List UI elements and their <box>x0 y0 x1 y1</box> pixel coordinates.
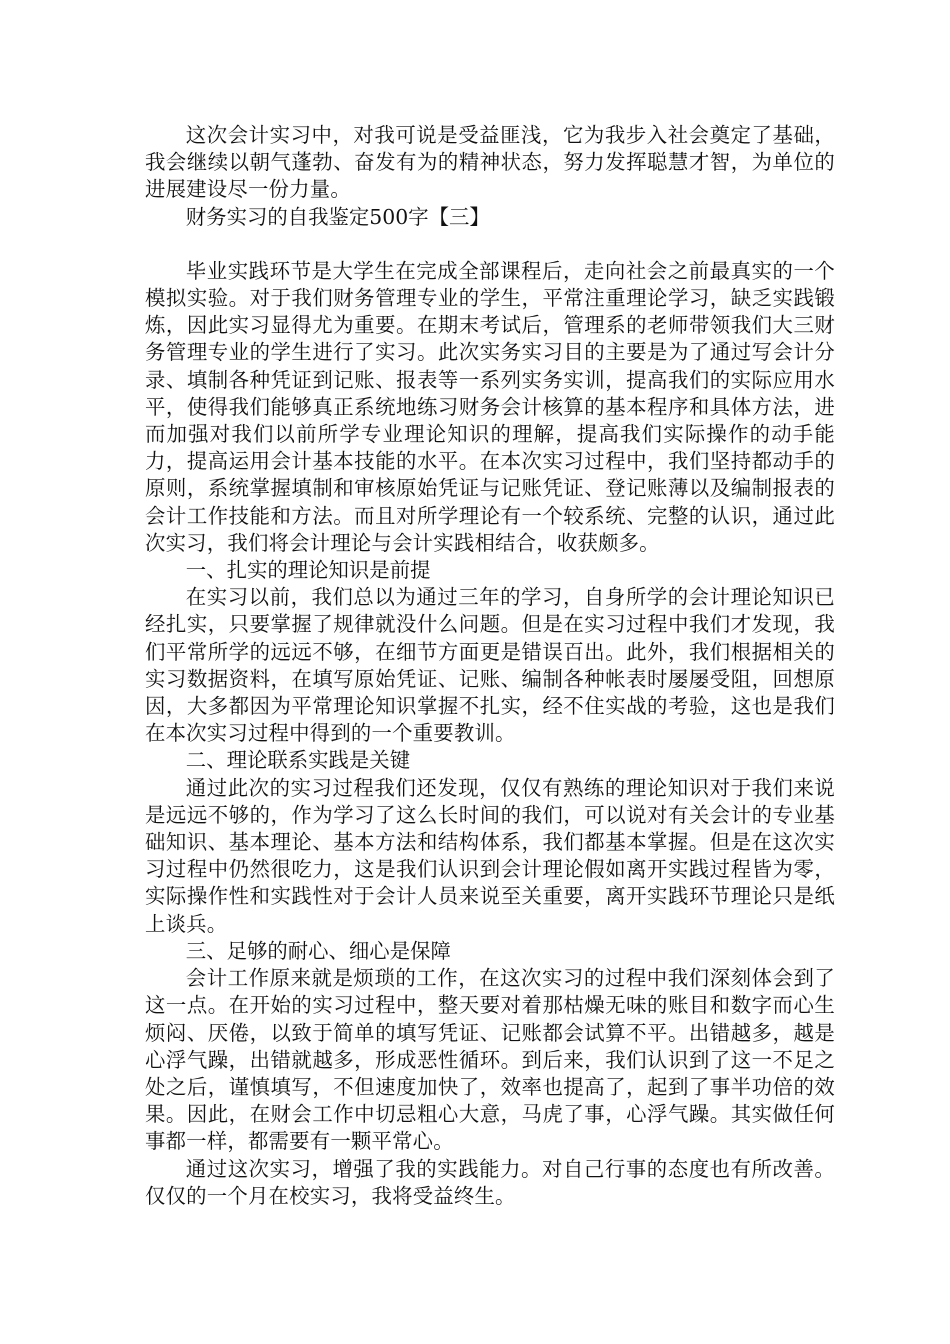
point-2-title: 二、理论联系实践是关键 <box>185 748 411 773</box>
point-1-paragraph: 在实习以前，我们总以为通过三年的学习，自身所学的会计理论知识已经扎实，只要掌握了规律就没什么问题。但是在实习过程中我们才发现，我们平常所学的远远不够，在细节方面更是错误百出。此外，我们根据相关的实习数据资料，在填写原始凭证、记账、编制各种帐表时屡屡受阻，回想原因，大多都因为平常理论知识掌握不扎实，经不住实战的考验，这也是我们在本次实习过程中得到的一个重要教训。 <box>145 585 835 746</box>
point-2-paragraph: 通过此次的实习过程我们还发现，仅仅有熟练的理论知识对于我们来说是远远不够的，作为学习了这么长时间的我们，可以说对有关会计的专业基础知识、基本理论、基本方法和结构体系，我们都基本掌握。但是在这次实习过程中仍然很吃力，这是我们认识到会计理论假如离开实践过程皆为零，实际操作性和实践性对于会计人员来说至关重要，离开实践环节理论只是纸上谈兵。 <box>145 775 835 936</box>
point-3-paragraph: 会计工作原来就是烦琐的工作，在这次实习的过程中我们深刻体会到了这一点。在开始的实习过程中，整天要对着那枯燥无味的账目和数字而心生烦闷、厌倦，以致于简单的填写凭证、记账都会试算不平。出错越多，越是心浮气躁，出错就越多，形成恶性循环。到后来，我们认识到了这一不足之处之后，谨慎填写，不但速度加快了，效率也提高了，起到了事半功倍的效果。因此，在财会工作中切忌粗心大意，马虎了事，心浮气躁。其实做任何事都一样，都需要有一颗平常心。 <box>145 966 835 1154</box>
document-body <box>145 122 835 1210</box>
intro-paragraph: 这次会计实习中，对我可说是受益匪浅，它为我步入社会奠定了基础，我会继续以朝气蓬勃、奋发有为的精神状态，努力发挥聪慧才智，为单位的进展建设尽一份力量。 <box>145 123 835 202</box>
conclusion-paragraph: 通过这次实习，增强了我的实践能力。对自己行事的态度也有所改善。仅仅的一个月在校实习，我将受益终生。 <box>145 1156 835 1208</box>
section-title: 财务实习的自我鉴定500字【三】 <box>185 204 490 229</box>
main-paragraph: 毕业实践环节是大学生在完成全部课程后，走向社会之前最真实的一个模拟实验。对于我们财务管理专业的学生，平常注重理论学习，缺乏实践锻炼，因此实习显得尤为重要。在期末考试后，管理系的老师带领我们大三财务管理专业的学生进行了实习。此次实务实习目的主要是为了通过写会计分录、填制各种凭证到记账、报表等一系列实务实训，提高我们的实际应用水平，使得我们能够真正系统地练习财务会计核算的基本程序和具体方法，进而加强对我们以前所学专业理论知识的理解，提高我们实际操作的动手能力，提高运用会计基本技能的水平。在本次实习过程中，我们坚持都动手的原则，系统掌握填制和审核原始凭证与记账凭证、登记账薄以及编制报表的会计工作技能和方法。而且对所学理论有一个较系统、完整的认识，通过此次实习，我们将会计理论与会计实践相结合，收获颇多。 <box>145 258 835 555</box>
point-1-title: 一、扎实的理论知识是前提 <box>185 558 431 583</box>
blank-line <box>145 231 835 258</box>
point-3-title: 三、足够的耐心、细心是保障 <box>185 938 451 963</box>
